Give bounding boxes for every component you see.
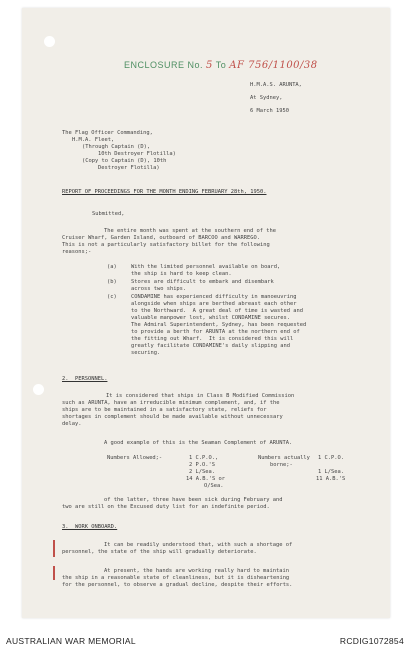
intro-line: The entire month was spent at the southern end of the <box>104 228 277 234</box>
addressee-line: The Flag Officer Commanding, <box>62 130 153 136</box>
paragraph-line: delay. <box>62 421 82 427</box>
paragraph-line: two are still on the Excused duty list for an indefinite period. <box>62 504 270 510</box>
reason-line: the fitting out Wharf. It is considered this will <box>131 336 294 342</box>
footer-id: RCDIG1072854 <box>339 636 404 646</box>
reason-line: to provide a berth for ARUNTA at the northern end of <box>131 329 300 335</box>
footer-source: AUSTRALIAN WAR MEMORIAL <box>6 636 136 646</box>
allowed-item: O/Sea. <box>204 483 224 489</box>
reason-line: CONDAMINE has experienced difficulty in manoeuvring <box>131 294 297 300</box>
paragraph-line: for the personnel, to observe a gradual decline, despite their efforts. <box>62 582 293 588</box>
margin-mark <box>53 566 55 580</box>
paragraph-line: A good example of this is the Seaman Complement of ARUNTA. <box>104 440 293 446</box>
ship-name: H.M.A.S. ARUNTA, <box>250 82 302 88</box>
reason-mark: (b) <box>107 279 117 285</box>
paragraph-line: ships are to be maintained in a satisfactory state, reliefs for <box>62 407 267 413</box>
actual-item: 1 C.P.O. <box>318 455 344 461</box>
allowed-label: Numbers Allowed;- <box>107 455 163 461</box>
actual-item: 11 A.B.'S <box>316 476 346 482</box>
allowed-item: 2 P.O.'S <box>189 462 215 468</box>
section-heading: 2. PERSONNEL. <box>62 376 108 382</box>
stamp-label: ENCLOSURE No. <box>124 60 204 70</box>
allowed-item: 2 L/Sea. <box>189 469 215 475</box>
addressee-line: (Copy to Captain (D), 10th <box>82 158 167 164</box>
addressee-line: Destroyer Flotilla) <box>98 165 160 171</box>
allowed-item: 14 A.B.'S or <box>186 476 225 482</box>
reason-line: Stores are difficult to embark and disembark <box>131 279 274 285</box>
reason-line: across two ships. <box>131 286 187 292</box>
paragraph-line: of the latter, three have been sick during February and <box>104 497 283 503</box>
reason-line: valuable manpower lost, whilst CONDAMINE secures. <box>131 315 291 321</box>
letter-date: 6 March 1950 <box>250 108 289 114</box>
reason-line: securing. <box>131 350 161 356</box>
actual-label: borne;- <box>270 462 293 468</box>
addressee-line: 10th Destroyer Flotilla) <box>98 151 176 157</box>
reason-line: With the limited personnel available on board, <box>131 264 281 270</box>
actual-label: Numbers actually <box>258 455 310 461</box>
enclosure-stamp <box>124 60 318 71</box>
actual-item: 1 L/Sea. <box>318 469 344 475</box>
reason-mark: (a) <box>107 264 117 270</box>
stamp-to: To <box>215 60 227 70</box>
stamp-reference: AF 756/1100/38 <box>229 60 318 71</box>
intro-line: Cruiser Wharf, Garden Island, outboard of BARCOO and WARREGO. <box>62 235 260 241</box>
reason-line: greatly facilitate CONDAMINE's daily slipping and <box>131 343 291 349</box>
paragraph-line: It can be readily understood that, with such a shortage of <box>104 542 293 548</box>
reason-line: the ship is hard to keep clean. <box>131 271 232 277</box>
reason-line: alongside when ships are berthed abreast each other <box>131 301 297 307</box>
addressee-line: (Through Captain (D), <box>82 144 151 150</box>
section-heading: 3. WORK ONBOARD. <box>62 524 118 530</box>
paragraph-line: It is considered that ships in Class B Modified Commission <box>106 393 295 399</box>
punch-hole <box>33 384 44 395</box>
addressee-line: H.M.A. Fleet, <box>72 137 115 143</box>
reason-line: The Admiral Superintendent, Sydney, has been requested <box>131 322 307 328</box>
stamp-number: 5 <box>206 60 213 71</box>
location: At Sydney, <box>250 95 283 101</box>
intro-line: reasons;- <box>62 249 92 255</box>
margin-mark <box>53 540 55 557</box>
report-title: REPORT OF PROCEEDINGS FOR THE MONTH ENDING FEBRUARY 28th, 1950. <box>62 189 267 195</box>
paragraph-line: the ship in a reasonable state of cleanliness, but it is disheartening <box>62 575 290 581</box>
paragraph-line: such as ARUNTA, have an irreducible minimum complement, and, if the <box>62 400 280 406</box>
reason-mark: (c) <box>107 294 117 300</box>
paragraph-line: At present, the hands are working really hard to maintain <box>104 568 289 574</box>
reason-line: to the Northward. A great deal of time is wasted and <box>131 308 304 314</box>
punch-hole <box>44 36 55 47</box>
paragraph-line: personnel, the state of the ship will gradually deteriorate. <box>62 549 257 555</box>
intro-line: This is not a particularly satisfactory billet for the following <box>62 242 270 248</box>
allowed-item: 1 C.P.O., <box>189 455 219 461</box>
paragraph-line: shortages in complement should be made available without unnecessary <box>62 414 283 420</box>
submitted: Submitted, <box>92 211 125 217</box>
